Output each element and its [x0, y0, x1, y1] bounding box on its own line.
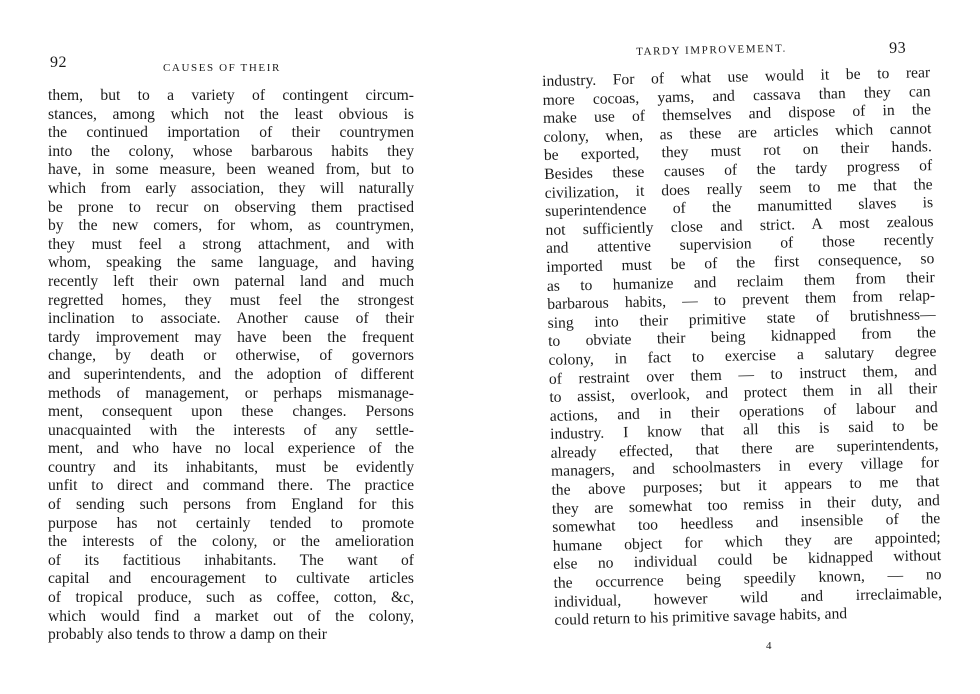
text-line: make use of themselves and dispose of in the	[542, 101, 932, 128]
text-line: sing into their primitive state of brutishness—	[547, 305, 936, 332]
body-text	[48, 87, 414, 645]
text-line: and superintendents, and the adoption of different	[48, 365, 414, 383]
text-line: industry. I know that all this is said to be	[550, 417, 939, 444]
running-head: CAUSES OF THEIR	[163, 62, 281, 74]
text-line: they are somewhat too remiss in their duty, and	[551, 491, 940, 518]
text-line: the interests of the colony, or the amelioration	[48, 533, 414, 551]
text-line: Besides these causes of the tardy progress of	[544, 157, 933, 183]
text-line: by the new comers, for whom, as countrymen,	[48, 217, 414, 235]
text-line: stances, among which not the least obvious is	[48, 105, 414, 123]
text-line: not sufficiently close and strict. A most zealous	[545, 212, 934, 239]
text-line: of its factitious inhabitants. The want of	[48, 551, 414, 569]
text-line: have, in some measure, been weaned from, but to	[48, 161, 414, 179]
text-line: industry. For of what use would it be to rear	[542, 64, 931, 90]
text-line: probably also tends to throw a damp on their	[48, 626, 327, 644]
text-line: into the colony, whose barbarous habits they	[48, 142, 414, 160]
text-line: the above purposes; but it appears to me that	[551, 473, 940, 499]
text-line: more cocoas, yams, and cassava than they can	[542, 82, 931, 109]
text-line: ment, consequent upon these changes. Persons	[48, 403, 414, 421]
text-line: inclination to associate. Another cause of their	[48, 310, 414, 328]
text-line: else no individual could be kidnapped without	[552, 547, 942, 574]
text-line: humane object for which they are appointed;	[552, 528, 941, 555]
signature-mark: 4	[766, 640, 772, 652]
page-number: 92	[50, 54, 67, 71]
text-line: change, by death or otherwise, of governors	[48, 347, 414, 365]
text-line: managers, and schoolmasters in every village for	[550, 454, 940, 481]
text-line: whom, speaking the same language, and having	[48, 254, 414, 272]
text-line: individual, however wild and irreclaimable,	[553, 584, 943, 611]
right-page	[490, 0, 980, 694]
text-line: which would find a market out of the colony,	[48, 607, 414, 625]
text-line: and attentive supervision of those recently	[545, 231, 935, 258]
text-line: imported must be of the first consequence, so	[546, 250, 935, 276]
text-line: somewhat too heedless and insensible of the	[552, 510, 941, 537]
text-line: country and its inhabitants, must be evidently	[48, 458, 414, 476]
text-line: could return to his primitive savage habits, and	[554, 605, 848, 630]
text-line: which from early association, they will naturally	[48, 179, 414, 197]
page-number: 93	[889, 39, 907, 57]
text-line: colony, in fact to exercise a salutary degree	[548, 343, 937, 369]
text-line: as to humanize and reclaim them from their	[546, 268, 935, 295]
text-line: unfit to direct and command there. The practice	[48, 477, 414, 495]
text-line: recently left their own paternal land and much	[48, 272, 414, 290]
running-head: TARDY IMPROVEMENT.	[636, 42, 787, 58]
text-line: methods of management, or perhaps mismanage-	[48, 384, 414, 402]
text-line: the occurrence being speedily known, — no	[553, 566, 942, 592]
text-line: to assist, overlook, and protect them in all their	[549, 380, 938, 407]
text-line: regretted homes, they must feel the strongest	[48, 291, 414, 309]
text-line: be prone to recur on observing them practised	[48, 198, 414, 216]
text-line: of tropical produce, such as coffee, cotton, &c,	[48, 589, 414, 607]
text-line: actions, and in their operations of labour and	[549, 398, 938, 425]
text-line: of sending such persons from England for this	[48, 496, 414, 514]
text-line: unacquainted with the interests of any settle-	[48, 421, 414, 439]
text-line: superintendence of the manumitted slaves is	[544, 194, 934, 221]
text-line: purpose has not certainly tended to promote	[48, 514, 414, 532]
text-line: civilization, it does really seem to me that the	[544, 175, 933, 202]
body-text	[542, 64, 943, 630]
text-line: tardy improvement may have been the frequent	[48, 328, 414, 346]
text-line: the continued importation of their countrymen	[48, 124, 414, 142]
text-line: barbarous habits, — to prevent them from relap-	[547, 287, 936, 314]
text-line: capital and encouragement to cultivate articles	[48, 570, 414, 588]
text-line: to obviate their being kidnapped from the	[547, 324, 937, 351]
text-line: they must feel a strong attachment, and with	[48, 235, 414, 253]
text-line: be exported, they must rot on their hands.	[543, 138, 932, 165]
text-line: them, but to a variety of contingent circum-	[48, 87, 414, 104]
text-line: ment, and who have no local experience of the	[48, 440, 414, 458]
text-line: colony, when, as these are articles which cannot	[543, 119, 932, 146]
text-line: of restraint over them — to instruct them, and	[548, 361, 938, 388]
text-line: already effected, that there are superintendents,	[550, 435, 939, 462]
